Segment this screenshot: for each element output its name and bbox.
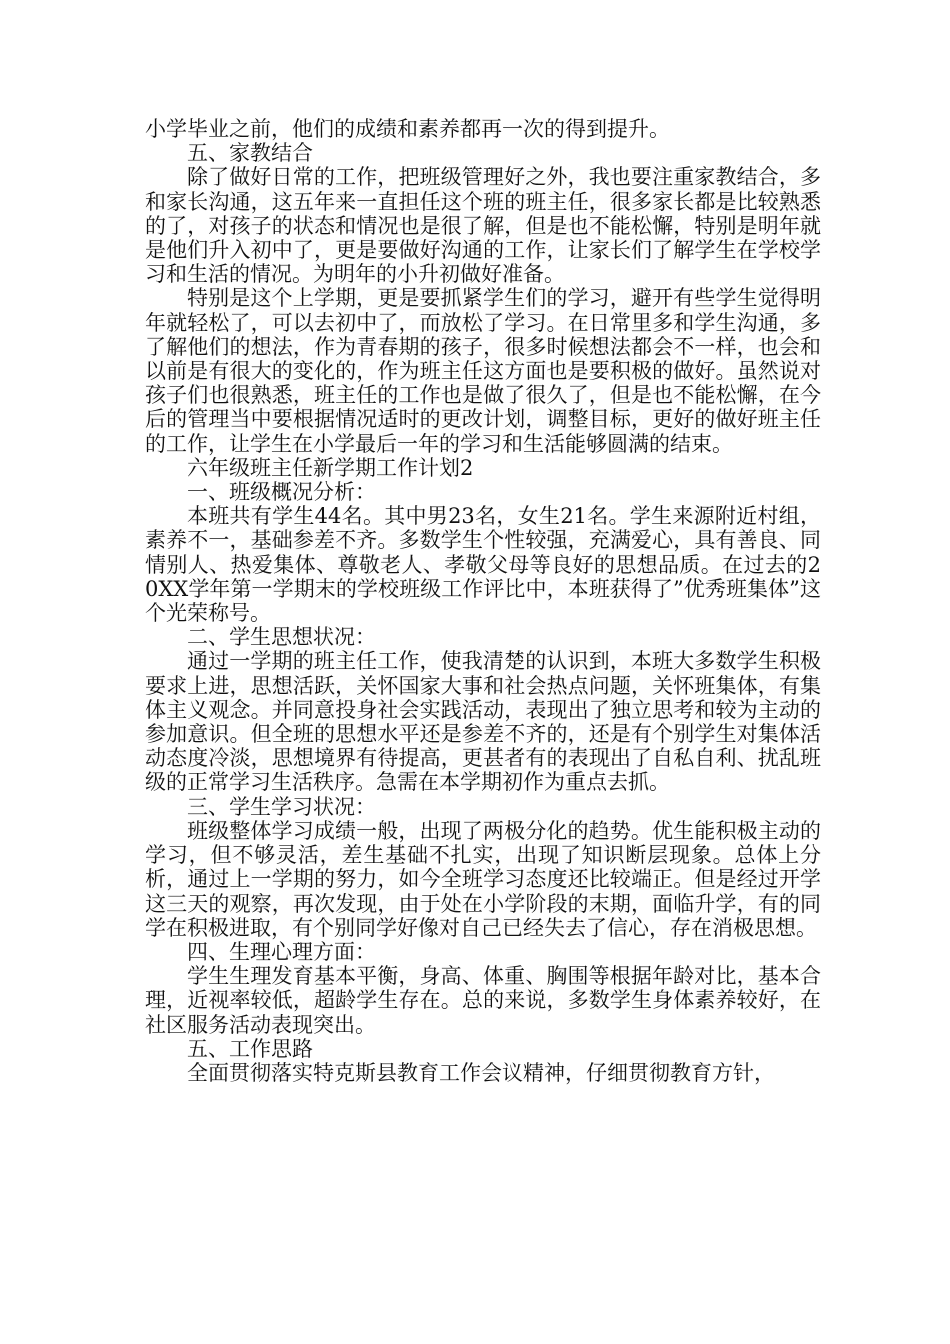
paragraph-work-ideas: 全面贯彻落实特克斯县教育工作会议精神，仔细贯彻教育方针， <box>187 1060 775 1085</box>
paragraph-home-school: 除了做好日常的工作，把班级管理好之外，我也要注重家教结合，多和家长沟通，这五年来一直担任这个班的班主任，很多家长都是比较熟悉的了，对孩子的状态和情况也是很了解，但是也不能松懈，特别是明年就是他们升入初中了，更是要做好沟通的工作，让家长们了解学生在学校学习和生活的情况。为明年的小升初做好准备。 <box>145 165 821 287</box>
document-title-plan-2: 六年级班主任新学期工作计划2 <box>187 455 474 480</box>
section-heading-work-ideas: 五、工作思路 <box>187 1036 313 1061</box>
section-heading-student-thinking: 二、学生思想状况： <box>187 625 376 650</box>
paragraph-semester-focus: 特别是这个上学期，更是要抓紧学生们的学习，避开有些学生觉得明年就轻松了，可以去初中了，而放松了学习。在日常里多和学生沟通，多了解他们的想法，作为青春期的孩子，很多时候想法都会不一样，也会和以前是有很大的变化的，作为班主任这方面也是要积极的做好。虽然说对孩子们也很熟悉，班主任的工作也是做了很久了，但是也不能松懈，在今后的管理当中要根据情况适时的更改计划，调整目标，更好的做好班主任的工作，让学生在小学最后一年的学习和生活能够圆满的结束。 <box>145 286 821 456</box>
section-heading-student-learning: 三、学生学习状况： <box>187 794 376 819</box>
section-heading-class-overview: 一、班级概况分析： <box>187 480 376 505</box>
paragraph-student-thinking: 通过一学期的班主任工作，使我清楚的认识到，本班大多数学生积极要求上进，思想活跃，关怀国家大事和社会热点问题，关怀班集体，有集体主义观念。并同意投身社会实践活动，表现出了独立思考和较为主动的参加意识。但全班的思想水平还是参差不齐的，还是有个别学生对集体活动态度冷淡，思想境界有待提高，更甚者有的表现出了自私自利、扰乱班级的正常学习生活秩序。急需在本学期初作为重点去抓。 <box>145 649 821 795</box>
paragraph-physiology: 学生生理发育基本平衡，身高、体重、胸围等根据年龄对比，基本合理，近视率较低，超龄学生存在。总的来说，多数学生身体素养较好，在社区服务活动表现突出。 <box>145 964 821 1037</box>
section-heading-home-school: 五、家教结合 <box>187 141 313 166</box>
paragraph-continuation: 小学毕业之前，他们的成绩和素养都再一次的得到提升。 <box>145 117 670 141</box>
section-heading-physiology: 四、生理心理方面： <box>187 939 376 964</box>
document-body <box>145 117 821 1085</box>
paragraph-student-learning: 班级整体学习成绩一般，出现了两极分化的趋势。优生能积极主动的学习，但不够灵活，差生基础不扎实，出现了知识断层现象。总体上分析，通过上一学期的努力，如今全班学习态度还比较端正。但是经过开学这三天的观察，再次发现，由于处在小学阶段的末期，面临升学，有的同学在积极进取，有个别同学好像对自己已经失去了信心，存在消极思想。 <box>145 818 821 940</box>
paragraph-class-overview: 本班共有学生44名。其中男23名，女生21名。学生来源附近村组，素养不一，基础参差不齐。多数学生个性较强，充满爱心，具有善良、同情别人、热爱集体、尊敬老人、孝敬父母等良好的思想品质。在过去的20XX学年第一学期末的学校班级工作评比中，本班获得了”优秀班集体”这个光荣称号。 <box>145 504 821 626</box>
